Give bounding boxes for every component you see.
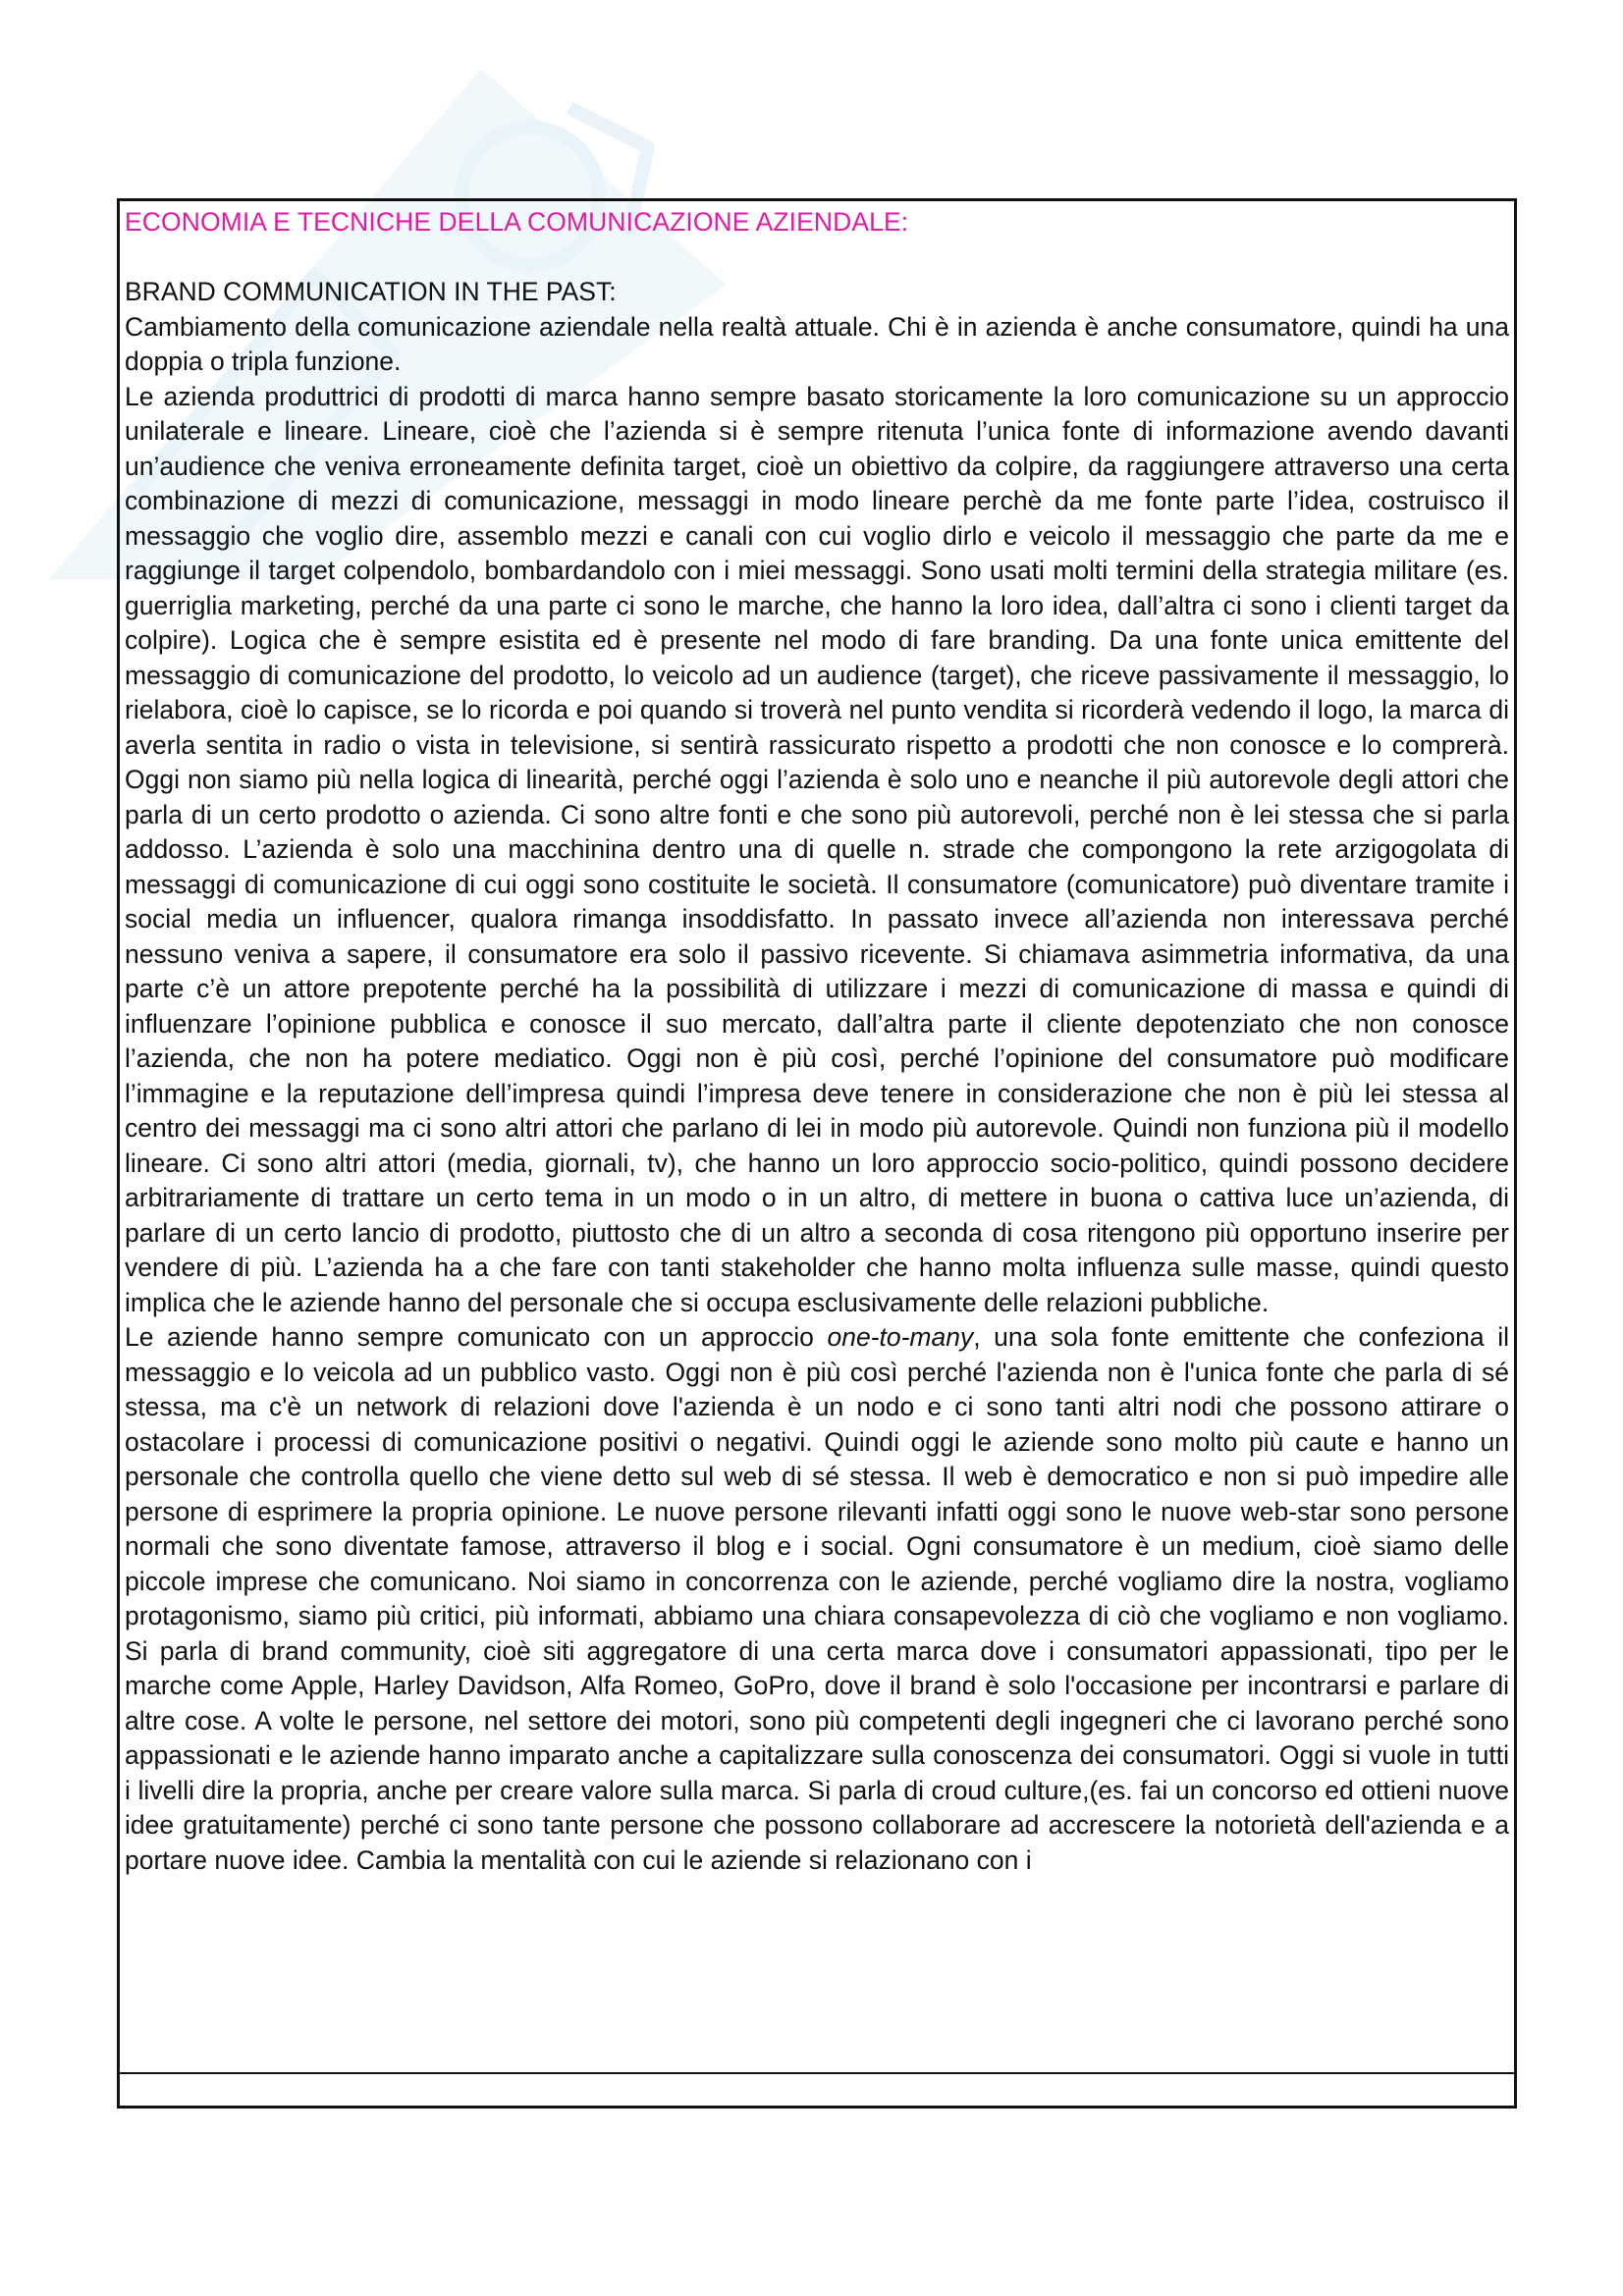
paragraph-3-italic-term: one-to-many (827, 1322, 974, 1352)
paragraph-1: Cambiamento della comunicazione aziendale nella realtà attuale. Chi è in azienda è anche consumatore, quindi ha una doppia o tripla funzione. (125, 311, 1509, 376)
document-title: ECONOMIA E TECNICHE DELLA COMUNICAZIONE AZIENDALE: (125, 207, 909, 237)
document-frame (117, 198, 1517, 2109)
paragraph-2: Le azienda produttrici di prodotti di marca hanno sempre basato storicamente la loro comunicazione su un approccio unilaterale e lineare. Lineare, cioè che l’azienda si è sempre ritenuta l’unica fonte di informazione avendo davanti un’audience che veniva erroneamente definita target, cioè un obiettivo da colpire, da raggiungere attraverso una certa combinazione di mezzi di comunicazione, messaggi in modo lineare perchè da me fonte parte l’idea, costruisco il messaggio che voglio dire, assemblo mezzi e canali con cui voglio dirlo e veicolo il messaggio che parte da me e raggiunge il target colpendolo, bombardandolo con i miei messaggi. Sono usati molti termini della strategia militare (es. guerriglia marketing, perché da una parte ci sono le marche, che hanno la loro idea, dall’altra ci sono i clienti target da colpire). Logica che è sempre esistita ed è presente nel modo di fare branding. Da una fonte unica emittente del messaggio di comunicazione del prodotto, lo veicolo ad un audience (target), che riceve passivamente il messaggio, lo rielabora, cioè lo capisce, se lo ricorda e poi quando si troverà nel punto vendita si ricorderà vedendo il logo, la marca di averla sentita in radio o vista in televisione, si sentirà rassicurato rispetto a prodotti che non conosce e lo comprerà. Oggi non siamo più nella logica di linearità, perché oggi l’azienda è solo uno e neanche il più autorevole degli attori che parla di un certo prodotto o azienda. Ci sono altre fonti e che sono più autorevoli, perché non è lei stessa che si parla addosso. L’azienda è solo una macchinina dentro una di quelle n. strade che compongono la rete arzigogolata di messaggi di comunicazione di cui oggi sono costituite le società. Il consumatore (comunicatore) può diventare tramite i social media un influencer, qualora rimanga insoddisfatto. In passato invece all’azienda non interessava perché nessuno veniva a sapere, il consumatore era solo il passivo ricevente. Si chiamava asimmetria informativa, da una parte c’è un attore prepotente perché ha la possibilità di utilizzare i mezzi di comunicazione di massa e quindi di influenzare l’opinione pubblica e conosce il suo mercato, dall’altra parte il cliente depotenziato che non conosce l’azienda, che non ha potere mediatico. Oggi non è più così, perché l’opinione del consumatore può modificare l’immagine e la reputazione dell’impresa quindi l’impresa deve tenere in considerazione che non è più lei stessa al centro dei messaggi ma ci sono altri attori che parlano di lei in modo più autorevole. Quindi non funziona più il modello lineare. Ci sono altri attori (media, giornali, tv), che hanno un loro approccio socio-politico, quindi possono decidere arbitrariamente di trattare un certo tema in un modo o in un altro, di mettere in buona o cattiva luce un’azienda, di parlare di un certo lancio di prodotto, piuttosto che di un altro a seconda di cosa ritengono più opportuno inserire per vendere di più. L’azienda ha a che fare con tanti stakeholder che hanno molta influenza sulle masse, quindi questo implica che le aziende hanno del personale che si occupa esclusivamente delle relazioni pubbliche. (125, 381, 1509, 1317)
section-heading: BRAND COMMUNICATION IN THE PAST: (125, 277, 617, 306)
paragraph-3 (125, 1320, 1509, 1878)
paragraph-3-text-after: , una sola fonte emittente che confeziona il messaggio e lo veicola ad un pubblico vasto. Oggi non è più così perché l'azienda non è l'unica fonte che parla di sé stessa, ma c'è un network di relazioni dove l'azienda è un nodo e ci sono tanti altri nodi che possono attirare o ostacolare i processi di comunicazione positivi o negativi. Quindi oggi le aziende sono molto più caute e hanno un personale che controlla quello che viene detto sul web di sé stessa. Il web è democratico e non si può impedire alle persone di esprimere la propria opinione. Le nuove persone rilevanti infatti oggi sono le nuove web-star sono persone normali che sono diventate famose, attraverso il blog e i social. Ogni consumatore è un medium, cioè siamo delle piccole imprese che comunicano. Noi siamo in concorrenza con le aziende, perché vogliamo dire la nostra, vogliamo protagonismo, siamo più critici, più informati, abbiamo una chiara consapevolezza di ciò che vogliamo e non vogliamo. Si parla di brand community, cioè siti aggregatore di una certa marca dove i consumatori appassionati, tipo per le marche come Apple, Harley Davidson, Alfa Romeo, GoPro, dove il brand è solo l'occasione per incontrarsi e parlare di altre cose. A volte le persone, nel settore dei motori, sono più competenti degli ingegneri che ci lavorano perché sono appassionati e le aziende hanno imparato anche a capitalizzare sulla conoscenza dei consumatori. Oggi si vuole in tutti i livelli dire la propria, anche per creare valore sulla marca. Si parla di croud culture,(es. fai un concorso ed ottieni nuove idee gratuitamente) perché ci sono tante persone che possono collaborare ad accrescere la notorietà dell'azienda e a portare nuove idee. Cambia la mentalità con cui le aziende si relazionano con i (125, 1322, 1509, 1875)
paragraph-3-text-before: Le aziende hanno sempre comunicato con un approccio (125, 1322, 828, 1352)
document-body (122, 201, 1512, 2072)
document-bottom-divider (120, 2072, 1514, 2074)
